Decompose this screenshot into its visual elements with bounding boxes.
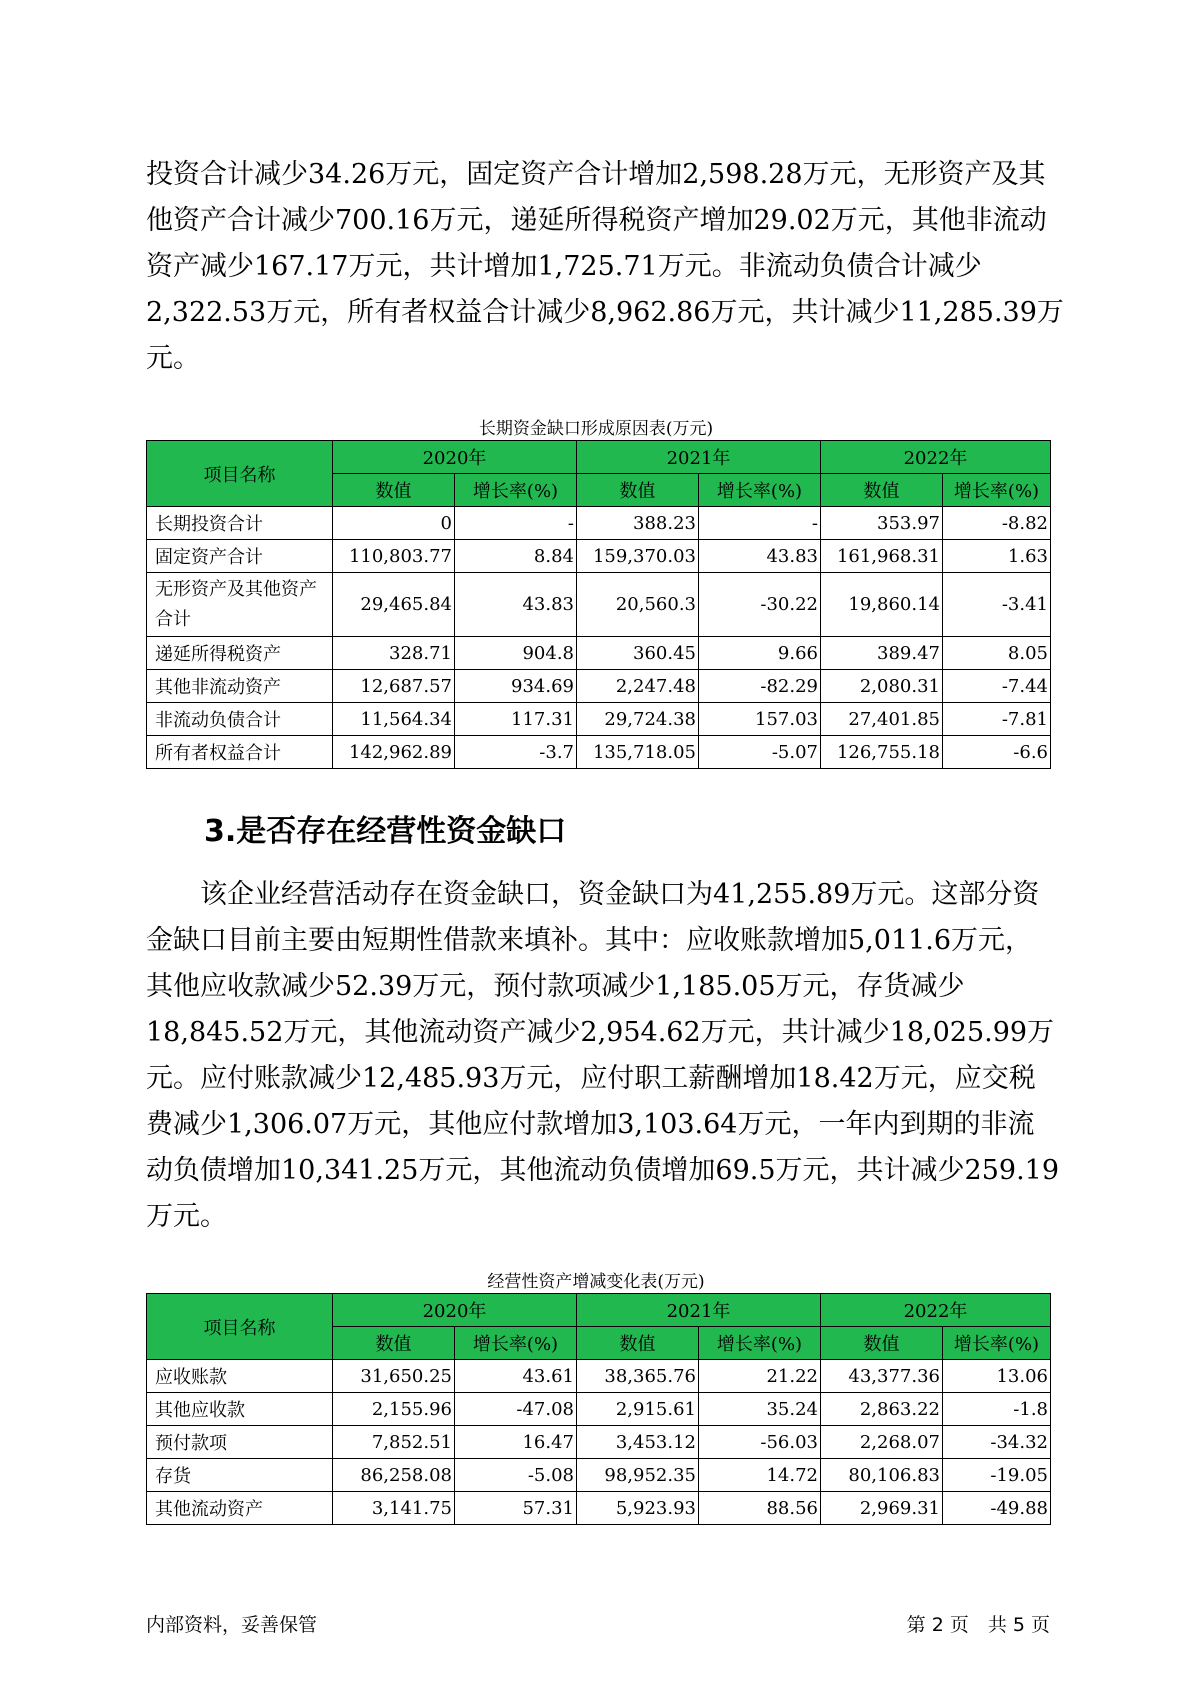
name-column-header: 项目名称 [147, 441, 333, 507]
value-subheader: 数值 [577, 474, 699, 507]
intro-line: 元。 [146, 343, 200, 374]
cell-growth: 904.8 [455, 637, 577, 670]
intro-paragraph [146, 152, 1064, 382]
section-heading: 3.是否存在经营性资金缺口 [204, 814, 567, 849]
body-line: 18,845.52万元，其他流动资产减少2,954.62万元，共计减少18,025.99万 [146, 1017, 1055, 1048]
cell-value: 19,860.14 [821, 573, 943, 637]
cell-growth: 8.84 [455, 540, 577, 573]
value-subheader: 数值 [333, 1327, 455, 1360]
cell-growth: -49.88 [943, 1492, 1051, 1525]
table-row [147, 637, 1051, 670]
cell-growth: 934.69 [455, 670, 577, 703]
cell-value: 159,370.03 [577, 540, 699, 573]
cell-value: 2,247.48 [577, 670, 699, 703]
cell-value: 98,952.35 [577, 1459, 699, 1492]
cell-growth: -56.03 [699, 1426, 821, 1459]
cell-growth: 1.63 [943, 540, 1051, 573]
body-line: 费减少1,306.07万元，其他应付款增加3,103.64万元，一年内到期的非流 [146, 1109, 1035, 1140]
cell-value: 388.23 [577, 507, 699, 540]
table2-caption: 经营性资产增减变化表(万元) [487, 1272, 705, 1292]
cell-growth: -3.41 [943, 573, 1051, 637]
cell-value: 7,852.51 [333, 1426, 455, 1459]
table-row [147, 1492, 1051, 1525]
growth-subheader: 增长率(%) [943, 1327, 1051, 1360]
growth-subheader: 增长率(%) [699, 1327, 821, 1360]
table-row [147, 670, 1051, 703]
cell-value: 80,106.83 [821, 1459, 943, 1492]
cell-value: 29,724.38 [577, 703, 699, 736]
cell-growth: -34.32 [943, 1426, 1051, 1459]
row-name: 存货 [147, 1459, 333, 1492]
body-line: 其他应收款减少52.39万元，预付款项减少1,185.05万元，存货减少 [146, 971, 965, 1002]
row-name: 长期投资合计 [147, 507, 333, 540]
cell-value: 3,453.12 [577, 1426, 699, 1459]
row-name: 其他应收款 [147, 1393, 333, 1426]
cell-growth: 43.83 [699, 540, 821, 573]
footer-confidential-note: 内部资料，妥善保管 [146, 1614, 318, 1636]
cell-growth: 43.61 [455, 1360, 577, 1393]
cell-value: 142,962.89 [333, 736, 455, 769]
table-row [147, 703, 1051, 736]
body-line: 元。应付账款减少12,485.93万元，应付职工薪酬增加18.42万元，应交税 [146, 1063, 1036, 1094]
cell-value: 328.71 [333, 637, 455, 670]
table-row [147, 1393, 1051, 1426]
cell-value: 389.47 [821, 637, 943, 670]
growth-subheader: 增长率(%) [455, 1327, 577, 1360]
body-paragraph [146, 872, 1060, 1240]
cell-value: 11,564.34 [333, 703, 455, 736]
cell-growth: -82.29 [699, 670, 821, 703]
row-name: 其他非流动资产 [147, 670, 333, 703]
operating-assets-change-table [146, 1293, 1051, 1525]
cell-value: 353.97 [821, 507, 943, 540]
growth-subheader: 增长率(%) [699, 474, 821, 507]
cell-growth: 57.31 [455, 1492, 577, 1525]
intro-line: 投资合计减少34.26万元，固定资产合计增加2,598.28万元，无形资产及其 [146, 159, 1046, 190]
cell-value: 2,915.61 [577, 1393, 699, 1426]
cell-growth: - [699, 507, 821, 540]
cell-value: 20,560.3 [577, 573, 699, 637]
row-name: 应收账款 [147, 1360, 333, 1393]
row-name: 递延所得税资产 [147, 637, 333, 670]
table-row [147, 1459, 1051, 1492]
year-header: 2022年 [821, 1294, 1051, 1327]
intro-line: 他资产合计减少700.16万元，递延所得税资产增加29.02万元，其他非流动 [146, 205, 1047, 236]
cell-value: 12,687.57 [333, 670, 455, 703]
growth-subheader: 增长率(%) [943, 474, 1051, 507]
cell-value: 29,465.84 [333, 573, 455, 637]
cell-value: 2,969.31 [821, 1492, 943, 1525]
cell-value: 86,258.08 [333, 1459, 455, 1492]
cell-growth: -1.8 [943, 1393, 1051, 1426]
cell-value: 27,401.85 [821, 703, 943, 736]
cell-value: 135,718.05 [577, 736, 699, 769]
cell-value: 2,268.07 [821, 1426, 943, 1459]
year-header: 2021年 [577, 1294, 821, 1327]
cell-growth: 88.56 [699, 1492, 821, 1525]
table-row [147, 540, 1051, 573]
cell-growth: 35.24 [699, 1393, 821, 1426]
row-name: 其他流动资产 [147, 1492, 333, 1525]
body-line: 动负债增加10,341.25万元，其他流动负债增加69.5万元，共计减少259.19 [146, 1155, 1060, 1186]
value-subheader: 数值 [577, 1327, 699, 1360]
cell-growth: 117.31 [455, 703, 577, 736]
cell-value: 3,141.75 [333, 1492, 455, 1525]
intro-line: 资产减少167.17万元，共计增加1,725.71万元。非流动负债合计减少 [146, 251, 982, 282]
year-header: 2020年 [333, 441, 577, 474]
cell-value: 31,650.25 [333, 1360, 455, 1393]
cell-value: 360.45 [577, 637, 699, 670]
cell-growth: -30.22 [699, 573, 821, 637]
table-row [147, 507, 1051, 540]
cell-value: 2,863.22 [821, 1393, 943, 1426]
table1-caption: 长期资金缺口形成原因表(万元) [478, 419, 714, 439]
row-name: 固定资产合计 [147, 540, 333, 573]
cell-growth: 8.05 [943, 637, 1051, 670]
cell-growth: -5.08 [455, 1459, 577, 1492]
table-row [147, 1426, 1051, 1459]
growth-subheader: 增长率(%) [455, 474, 577, 507]
value-subheader: 数值 [821, 1327, 943, 1360]
cell-growth: 16.47 [455, 1426, 577, 1459]
cell-growth: -3.7 [455, 736, 577, 769]
value-subheader: 数值 [821, 474, 943, 507]
cell-growth: 14.72 [699, 1459, 821, 1492]
year-header: 2020年 [333, 1294, 577, 1327]
year-header: 2022年 [821, 441, 1051, 474]
cell-value: 38,365.76 [577, 1360, 699, 1393]
cell-growth: -7.44 [943, 670, 1051, 703]
row-name: 无形资产及其他资产合计 [147, 573, 333, 637]
cell-growth: 157.03 [699, 703, 821, 736]
table-row [147, 1360, 1051, 1393]
body-line: 万元。 [146, 1201, 227, 1232]
table-row [147, 573, 1051, 637]
cell-value: 2,155.96 [333, 1393, 455, 1426]
cell-growth: 43.83 [455, 573, 577, 637]
name-column-header: 项目名称 [147, 1294, 333, 1360]
footer-page-number: 第 2 页 共 5 页 [906, 1614, 1050, 1636]
cell-value: 110,803.77 [333, 540, 455, 573]
cell-growth: 21.22 [699, 1360, 821, 1393]
row-name: 预付款项 [147, 1426, 333, 1459]
year-header: 2021年 [577, 441, 821, 474]
cell-growth: 13.06 [943, 1360, 1051, 1393]
cell-value: 0 [333, 507, 455, 540]
cell-growth: -6.6 [943, 736, 1051, 769]
table-row [147, 736, 1051, 769]
cell-growth: -47.08 [455, 1393, 577, 1426]
cell-growth: -5.07 [699, 736, 821, 769]
cell-value: 5,923.93 [577, 1492, 699, 1525]
row-name: 非流动负债合计 [147, 703, 333, 736]
cell-growth: -19.05 [943, 1459, 1051, 1492]
cell-growth: -7.81 [943, 703, 1051, 736]
body-line: 该企业经营活动存在资金缺口，资金缺口为41,255.89万元。这部分资 [146, 879, 1040, 910]
cell-growth: 9.66 [699, 637, 821, 670]
cell-value: 161,968.31 [821, 540, 943, 573]
long-term-funding-gap-table [146, 440, 1051, 769]
cell-value: 2,080.31 [821, 670, 943, 703]
body-line: 金缺口目前主要由短期性借款来填补。其中：应收账款增加5,011.6万元， [146, 925, 1033, 956]
row-name: 所有者权益合计 [147, 736, 333, 769]
cell-value: 126,755.18 [821, 736, 943, 769]
intro-line: 2,322.53万元，所有者权益合计减少8,962.86万元，共计减少11,285.39万 [146, 297, 1064, 328]
cell-growth: -8.82 [943, 507, 1051, 540]
cell-value: 43,377.36 [821, 1360, 943, 1393]
cell-growth: - [455, 507, 577, 540]
value-subheader: 数值 [333, 474, 455, 507]
